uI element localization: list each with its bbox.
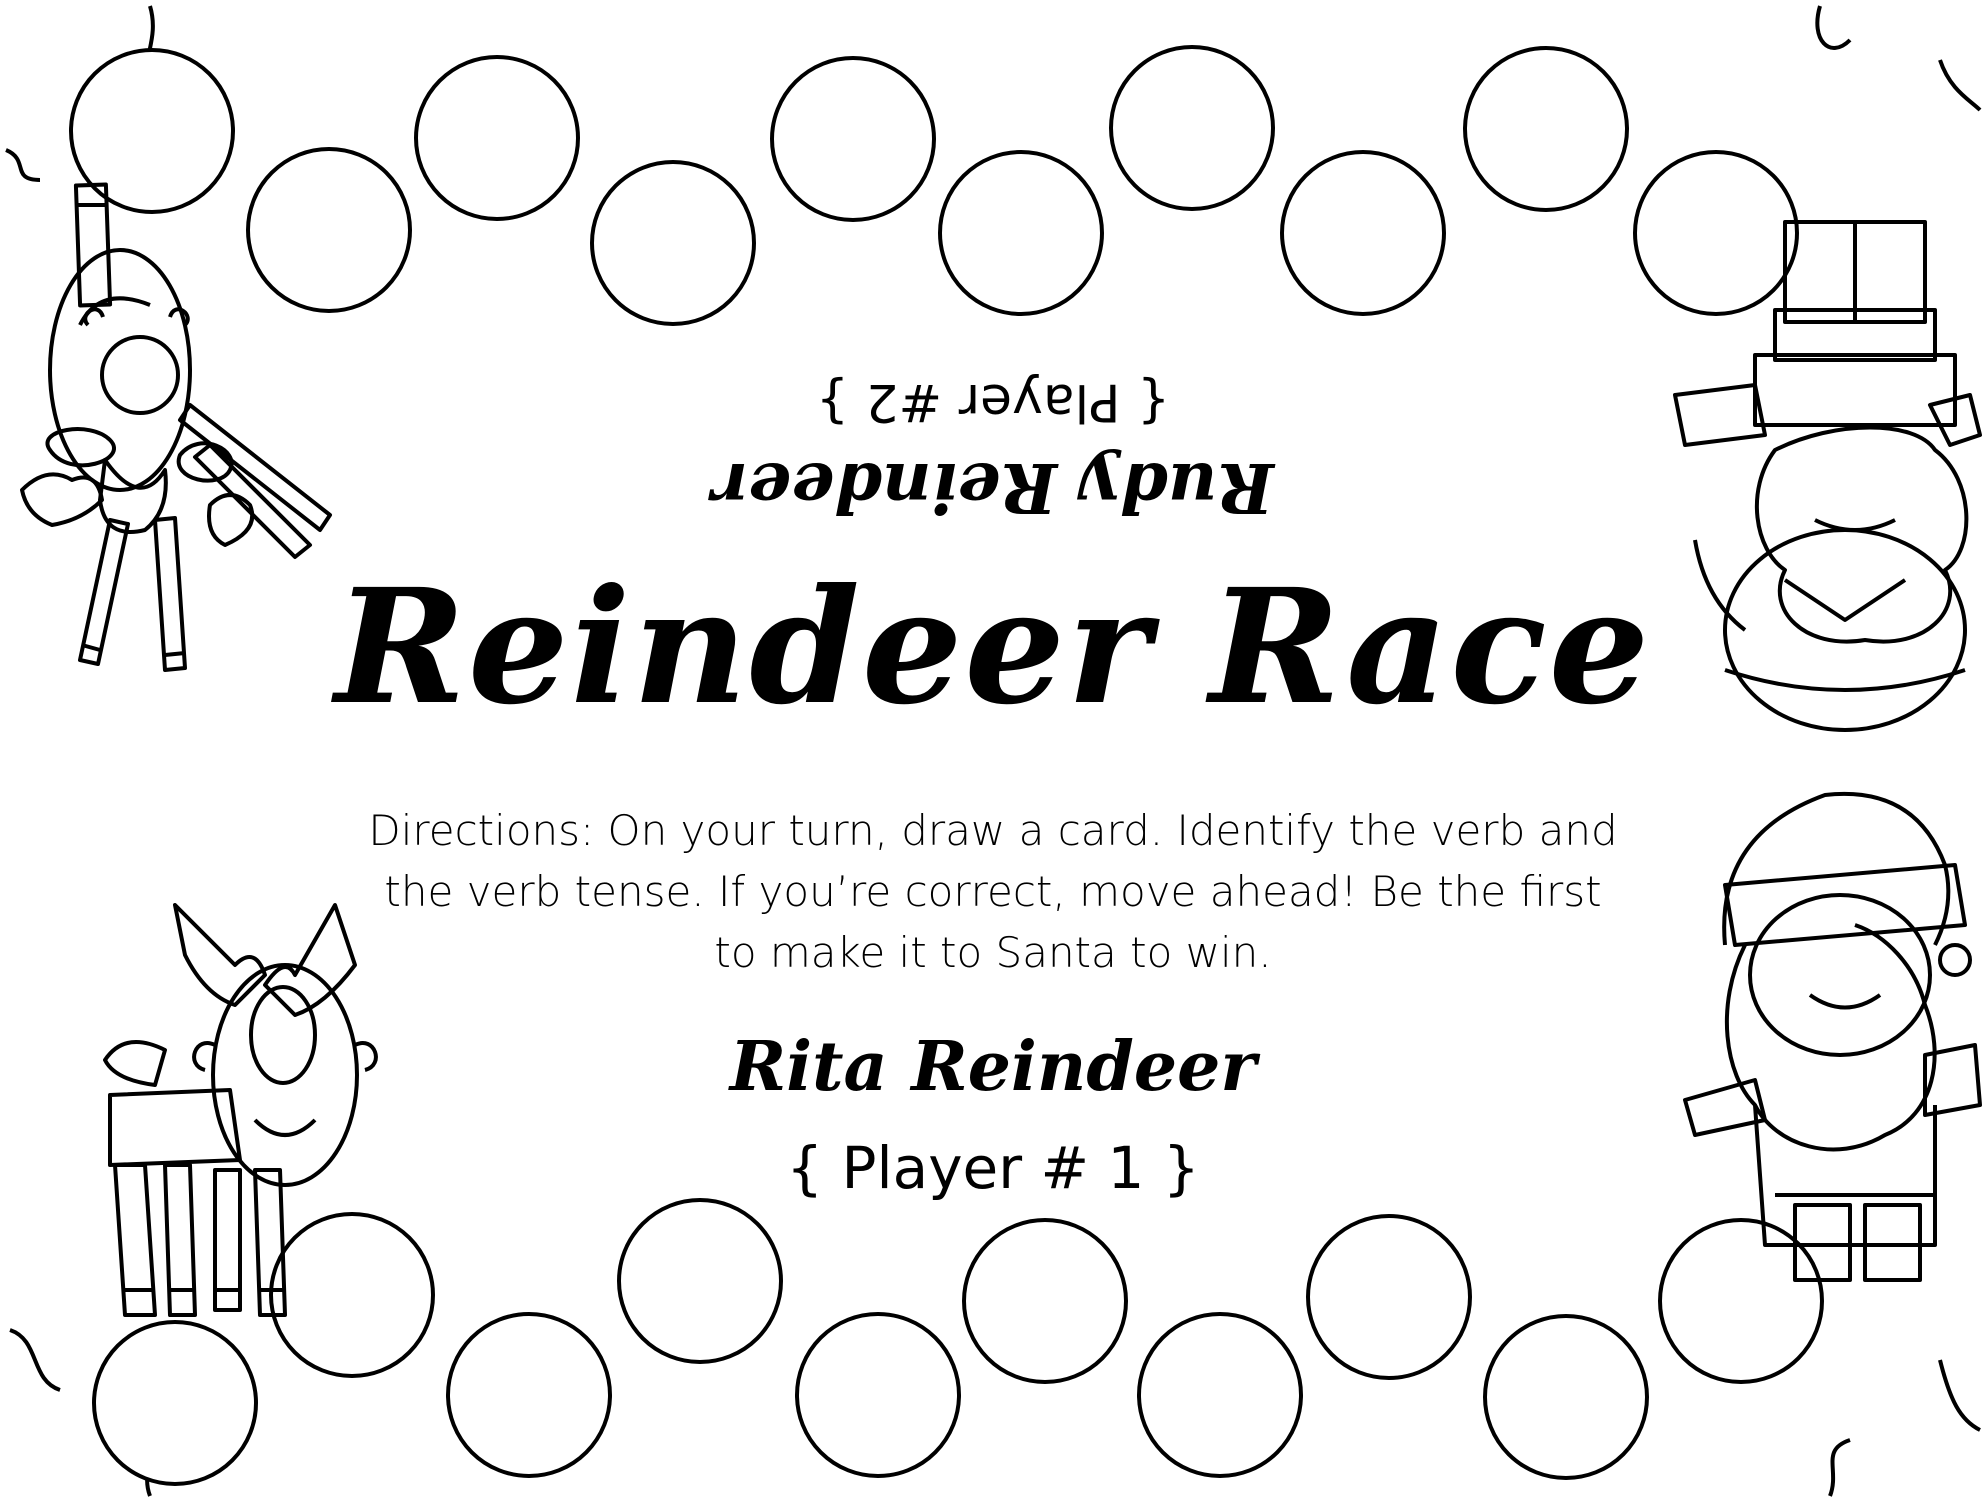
track-space[interactable] xyxy=(414,55,580,221)
track-space[interactable] xyxy=(617,1198,783,1364)
player1-label: { Player # 1 } xyxy=(786,1134,1200,1202)
player2-name: Rudy Reindeer xyxy=(712,447,1274,527)
track-space[interactable] xyxy=(590,160,756,326)
player2-label-block xyxy=(593,322,1393,532)
track-space[interactable] xyxy=(446,1312,612,1478)
player2-label: { Player #2 } xyxy=(815,372,1171,432)
santa-upside-down-icon xyxy=(1665,200,1985,730)
game-directions: Directions: On your turn, draw a card. Identify the verb and the verb tense. If you’re correct, move ahead! Be the first to make it to Santa to win. xyxy=(368,806,1618,977)
track-space[interactable] xyxy=(795,1312,961,1478)
reindeer-standing-icon xyxy=(65,895,395,1315)
track-space[interactable] xyxy=(92,1320,258,1486)
track-space[interactable] xyxy=(938,150,1104,316)
santa-standing-icon xyxy=(1665,775,1985,1295)
track-space[interactable] xyxy=(1280,150,1446,316)
track-space[interactable] xyxy=(770,56,936,222)
track-space[interactable] xyxy=(1137,1312,1303,1478)
track-space[interactable] xyxy=(1306,1214,1472,1380)
player1-name: Rita Reindeer xyxy=(729,1027,1257,1107)
track-space[interactable] xyxy=(1483,1314,1649,1480)
track-space[interactable] xyxy=(1109,45,1275,211)
track-space[interactable] xyxy=(962,1218,1128,1384)
reindeer-upside-down-icon xyxy=(10,175,340,695)
game-title: Reindeer Race xyxy=(334,555,1652,740)
track-space[interactable] xyxy=(1463,46,1629,212)
